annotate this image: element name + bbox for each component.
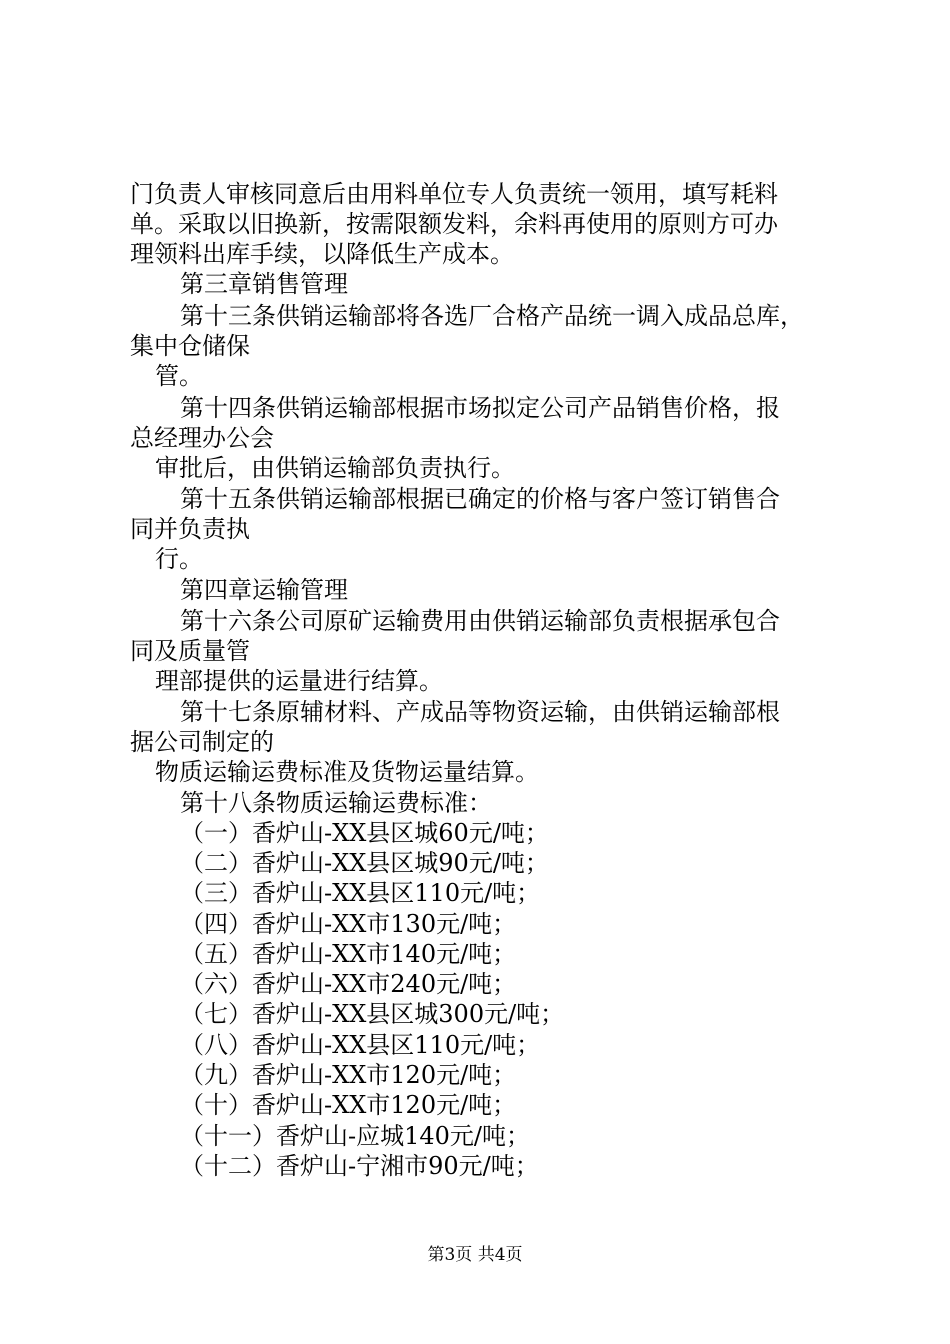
article-line: 第十五条供销运输部根据已确定的价格与客户签订销售合 — [180, 485, 780, 513]
body-line: 物质运输运费标准及货物运量结算。 — [155, 758, 539, 786]
body-line: 门负责人审核同意后由用料单位专人负责统一领用，填写耗料 — [130, 180, 778, 208]
list-item: （一）香炉山-XX县区城60元/吨； — [180, 819, 549, 847]
body-line: 单。采取以旧换新，按需限额发料，余料再使用的原则方可办 — [130, 210, 778, 238]
page-footer: 第3页 共4页 — [427, 1245, 523, 1265]
article-line: 第十六条公司原矿运输费用由供销运输部负责根据承包合 — [180, 607, 780, 635]
list-item: （七）香炉山-XX县区城300元/吨； — [180, 1000, 565, 1028]
list-item: （十一）香炉山-应城140元/吨； — [180, 1122, 531, 1150]
list-item: （十二）香炉山-宁湘市90元/吨； — [180, 1152, 539, 1180]
body-line: 集中仓储保 — [130, 332, 250, 360]
list-item: （二）香炉山-XX县区城90元/吨； — [180, 849, 549, 877]
list-item: （五）香炉山-XX市140元/吨； — [180, 940, 517, 968]
list-item: （十）香炉山-XX市120元/吨； — [180, 1091, 517, 1119]
body-line: 总经理办公会 — [130, 424, 274, 452]
list-item: （六）香炉山-XX市240元/吨； — [180, 970, 517, 998]
list-item: （九）香炉山-XX市120元/吨； — [180, 1061, 517, 1089]
article-line: 第十三条供销运输部将各选厂合格产品统一调入成品总库， — [180, 302, 804, 330]
body-line: 行。 — [155, 545, 203, 573]
article-line: 第十四条供销运输部根据市场拟定公司产品销售价格，报 — [180, 394, 780, 422]
body-line: 同及质量管 — [130, 637, 250, 665]
body-line: 理领料出库手续，以降低生产成本。 — [130, 240, 514, 268]
body-line: 审批后，由供销运输部负责执行。 — [155, 454, 515, 482]
list-item: （四）香炉山-XX市130元/吨； — [180, 910, 517, 938]
list-item: （三）香炉山-XX县区110元/吨； — [180, 879, 541, 907]
article-line: 第十七条原辅材料、产成品等物资运输，由供销运输部根 — [180, 698, 780, 726]
body-line: 理部提供的运量进行结算。 — [155, 667, 443, 695]
body-line: 管。 — [155, 362, 203, 390]
article-line: 第十八条物质运输运费标准： — [180, 789, 492, 817]
body-line: 同并负责执 — [130, 515, 250, 543]
chapter-heading: 第三章销售管理 — [180, 270, 348, 298]
chapter-heading: 第四章运输管理 — [180, 576, 348, 604]
list-item: （八）香炉山-XX县区110元/吨； — [180, 1031, 541, 1059]
body-line: 据公司制定的 — [130, 728, 274, 756]
